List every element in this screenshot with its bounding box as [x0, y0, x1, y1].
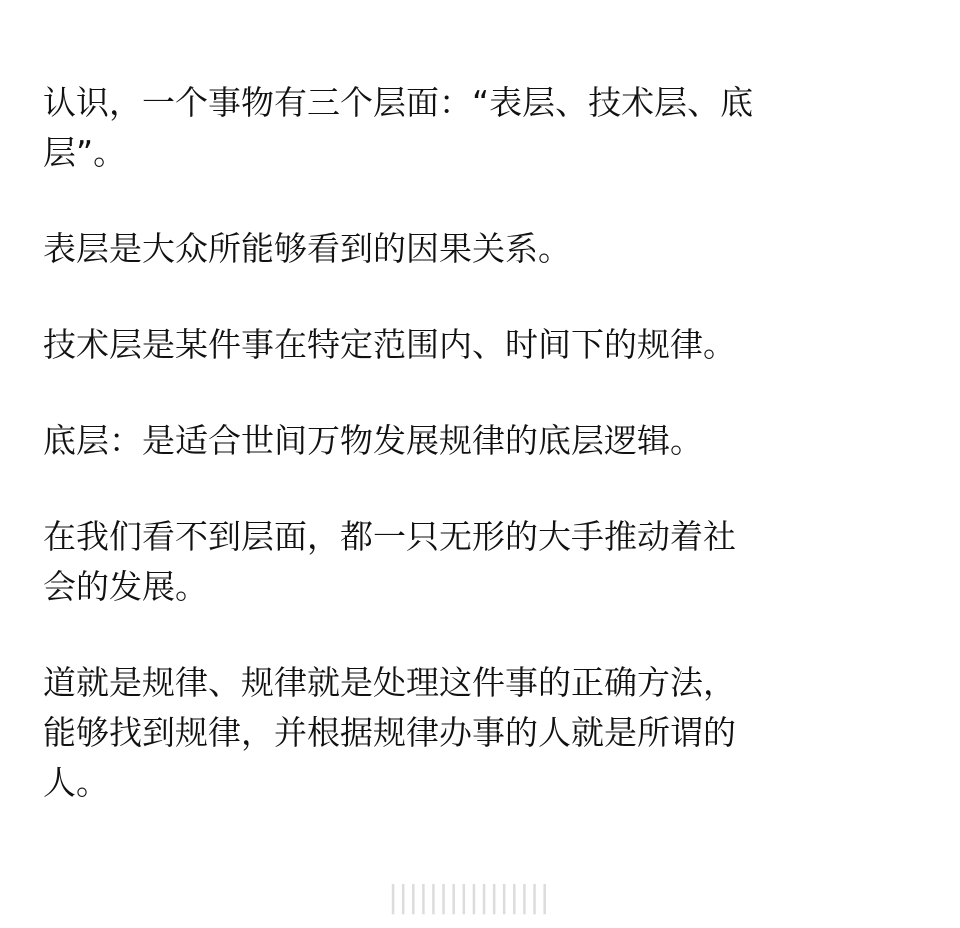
- text-line: 表层是大众所能够看到的因果关系。: [43, 229, 571, 268]
- text-line: 道就是规律、规律就是处理这件事的正确方法，: [43, 663, 736, 702]
- text-line: 在我们看不到层面，都一只无形的大手推动着社: [43, 517, 736, 556]
- paragraph-4: [43, 416, 923, 466]
- watermark: ||||||||||||||||: [388, 881, 550, 915]
- text-line: 会的发展。: [43, 567, 208, 606]
- paragraph-5: [43, 512, 923, 612]
- paragraph-2: [43, 224, 923, 274]
- paragraph-3: [43, 320, 923, 370]
- text-line: 认识，一个事物有三个层面：“表层、技术层、底: [43, 83, 754, 122]
- paragraph-1: [43, 78, 923, 178]
- article-body: [43, 78, 923, 854]
- text-line: 人。: [43, 763, 109, 802]
- text-line: 技术层是某件事在特定范围内、时间下的规律。: [43, 325, 736, 364]
- text-line: 能够找到规律，并根据规律办事的人就是所谓的: [43, 713, 736, 752]
- paragraph-6: [43, 658, 923, 808]
- text-line: 层”。: [43, 133, 127, 172]
- text-line: 底层：是适合世间万物发展规律的底层逻辑。: [43, 421, 703, 460]
